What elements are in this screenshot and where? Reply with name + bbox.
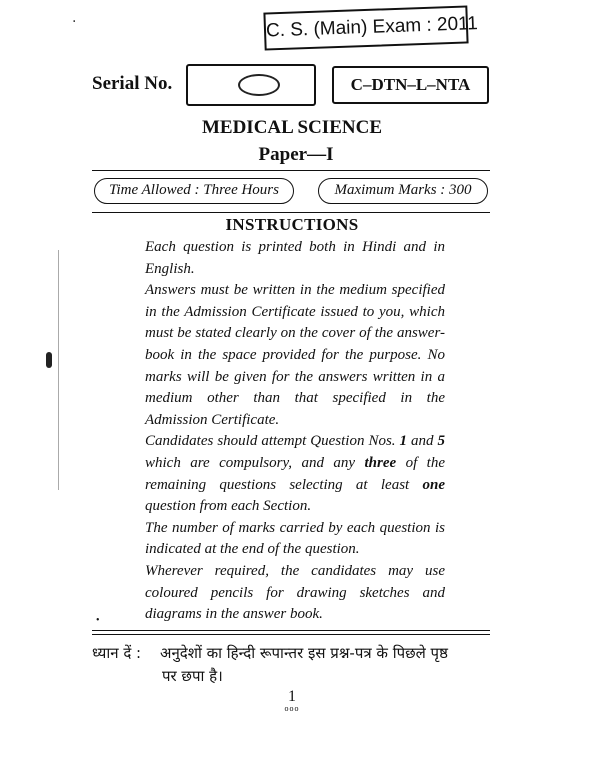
- hindi-note-line: अनुदेशों का हिन्दी रूपान्तर इस प्रश्न-पत्र के पिछले पृष्ठ: [160, 644, 448, 662]
- page-edge-line: [58, 250, 59, 490]
- hindi-note: [92, 642, 512, 688]
- instruction-text: which are compulsory, and any: [145, 454, 365, 471]
- instruction-item: The number of marks carried by each question is indicated at the end of the question.: [145, 519, 445, 558]
- serial-number-handwritten-mark: [238, 74, 280, 96]
- instruction-item: Answers must be written in the medium specified in the Admission Certificate issued to you, which must be stated clearly on the cover of the answer-book in the space provided for the purpose. No marks will be given for the answers written in a medium other than that specified in the Admission Certificate.: [145, 282, 445, 428]
- subject-title: MEDICAL SCIENCE: [201, 117, 382, 138]
- emphasis: three: [364, 454, 397, 471]
- top-rule: [92, 170, 490, 171]
- instructions-heading: INSTRUCTIONS: [225, 215, 359, 234]
- maximum-marks: Maximum Marks : 300: [318, 178, 488, 204]
- paper-code: C–DTN–L–NTA: [332, 66, 489, 104]
- time-allowed: Time Allowed : Three Hours: [94, 178, 294, 204]
- page-number-ornament: ooo: [284, 704, 300, 713]
- bullet-mark: •: [96, 615, 100, 626]
- instruction-text: question from each Section.: [145, 498, 312, 515]
- instruction-text: Candidates should attempt Question Nos.: [145, 433, 400, 450]
- instructions-list: [145, 237, 445, 626]
- bottom-rule: [92, 212, 490, 213]
- note-rule: [92, 634, 490, 635]
- question-number: 5: [437, 433, 446, 450]
- margin-mark: ·: [72, 14, 77, 30]
- paper-title: Paper—I: [258, 144, 334, 165]
- note-rule: [92, 630, 490, 631]
- hindi-note-line: पर छपा है।: [162, 667, 223, 685]
- hindi-note-label: ध्यान दें :: [92, 644, 142, 662]
- margin-ink-blot: [46, 352, 52, 368]
- instruction-text: of the remaining questions selecting at least: [145, 454, 446, 493]
- instruction-item: Wherever required, the candidates may use coloured pencils for drawing sketches and diagrams in the answer book.: [145, 562, 445, 623]
- exam-stamp: C. S. (Main) Exam : 2011: [263, 5, 468, 50]
- serial-number-label: Serial No.: [92, 73, 173, 94]
- instruction-item: Each question is printed both in Hindi and in English.: [145, 239, 445, 277]
- question-number: 1: [399, 433, 408, 450]
- instruction-item-compulsory: [145, 431, 445, 517]
- instruction-text: and: [407, 433, 438, 450]
- emphasis: one: [422, 476, 445, 493]
- page-number: 1: [288, 688, 296, 705]
